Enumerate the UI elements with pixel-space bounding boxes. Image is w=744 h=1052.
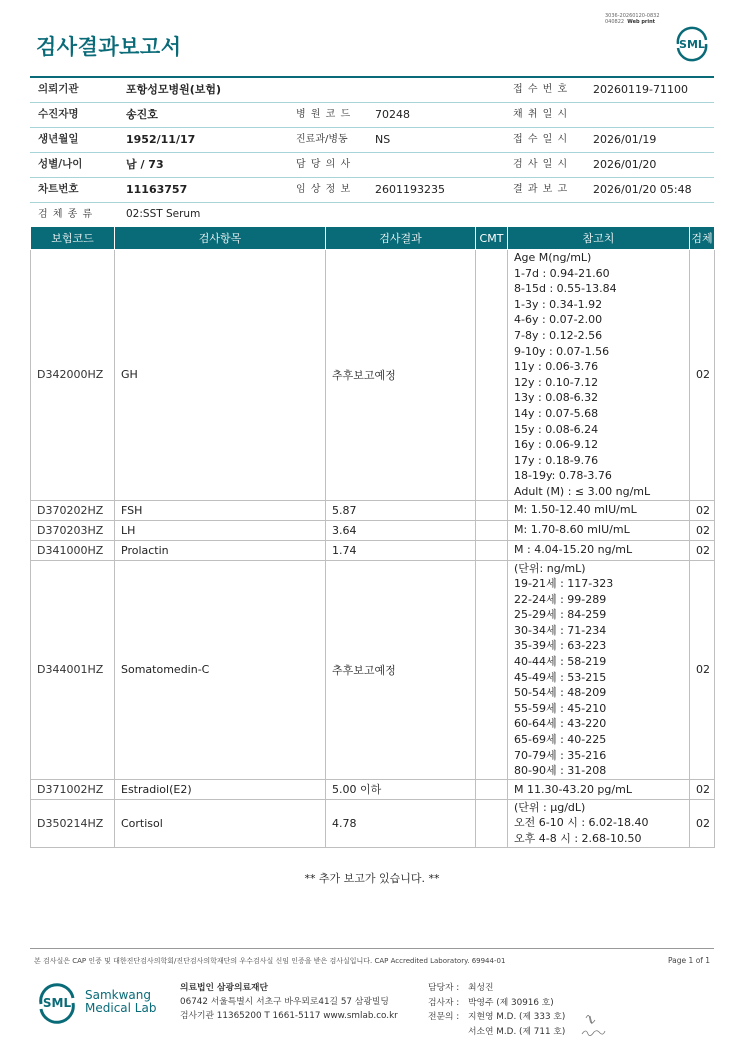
reference-range	[508, 520, 690, 540]
signature-icon	[578, 1010, 608, 1040]
reference-line: 30-34세 : 71-234	[514, 623, 607, 637]
col-header: CMT	[476, 227, 508, 250]
specimen-code: 02	[690, 560, 715, 779]
reference-line: 70-79세 : 35-216	[514, 748, 607, 762]
reference-line: 25-29세 : 84-259	[514, 608, 607, 622]
table-header	[31, 227, 715, 250]
test-item: LH	[115, 520, 326, 540]
col-header: 검사항목	[115, 227, 326, 250]
reference-line: Age M(ng/mL)	[514, 251, 592, 264]
results-table	[30, 226, 715, 848]
results-body	[31, 250, 715, 848]
info-row: 성별/나이 남 / 73 담 당 의 사 검 사 일 시 2026/01/20	[30, 153, 714, 178]
test-item: GH	[115, 250, 326, 501]
reference-line: 15y : 0.08-6.24	[514, 422, 599, 436]
specimen-code: 02	[690, 779, 715, 799]
reference-line: 80-90세 : 31-208	[514, 764, 607, 778]
comment-cell	[476, 799, 508, 847]
sml-logo-icon	[672, 26, 712, 62]
reference-line: 1-7d : 0.94-21.60	[514, 266, 610, 280]
reference-line: 19-21세 : 117-323	[514, 577, 614, 591]
reference-line: 1-3y : 0.34-1.92	[514, 297, 603, 311]
table-row	[31, 540, 715, 560]
insurance-code: D371002HZ	[31, 779, 115, 799]
info-row: 차트번호 11163757 임 상 정 보 2601193235 결 과 보 고 2026/01/20 05:48	[30, 178, 714, 203]
test-item: Somatomedin-C	[115, 560, 326, 779]
organization-info: 의료법인 삼광의료재단 06742 서울특별시 서초구 바우뫼로41길 57 삼광빌딩 검사기관 11365200 T 1661-5117 www.smlab.co.kr	[180, 983, 398, 1021]
table-row	[31, 520, 715, 540]
specimen-code: 02	[690, 520, 715, 540]
specimen-code: 02	[690, 500, 715, 520]
reference-line: 40-44세 : 58-219	[514, 655, 607, 669]
reference-range	[508, 560, 690, 779]
col-header: 보험코드	[31, 227, 115, 250]
reference-line: 17y : 0.18-9.76	[514, 453, 599, 467]
info-row: 생년월일 1952/11/17 진료과/병동 NS 접 수 일 시 2026/01/19	[30, 128, 714, 153]
insurance-code: D350214HZ	[31, 799, 115, 847]
reference-range	[508, 799, 690, 847]
table-row	[31, 250, 715, 501]
specimen-code: 02	[690, 540, 715, 560]
reference-line: 오후 4-8 시 : 2.68-10.50	[514, 832, 642, 845]
test-result: 3.64	[326, 520, 476, 540]
col-header: 검사결과	[326, 227, 476, 250]
reference-line: 13y : 0.08-6.32	[514, 391, 599, 405]
info-row: 검 체 종 류 02:SST Serum	[30, 203, 714, 228]
reference-line: 9-10y : 0.07-1.56	[514, 344, 610, 358]
reference-line: 14y : 0.07-5.68	[514, 406, 599, 420]
comment-cell	[476, 250, 508, 501]
insurance-code: D341000HZ	[31, 540, 115, 560]
specimen-code: 02	[690, 250, 715, 501]
svg-text:SML: SML	[42, 996, 72, 1010]
insurance-code: D370202HZ	[31, 500, 115, 520]
reference-line: M: 1.50-12.40 mIU/mL	[514, 503, 637, 517]
test-result: 5.87	[326, 500, 476, 520]
comment-cell	[476, 500, 508, 520]
table-row	[31, 560, 715, 779]
test-result: 4.78	[326, 799, 476, 847]
staff-list: 담당자 : 최성진 검사자 : 박영주 (제 30916 호) 전문의 : 지현영 M.D. (제 333 호) 서소연 M.D. (제 711 호)	[428, 983, 566, 1037]
document-id: 3036-20260120-0832 040822 Web print	[605, 13, 660, 25]
reference-line: 50-54세 : 48-209	[514, 686, 607, 700]
reference-line: 35-39세 : 63-223	[514, 639, 607, 653]
reference-range	[508, 500, 690, 520]
reference-range	[508, 540, 690, 560]
reference-range	[508, 779, 690, 799]
insurance-code: D344001HZ	[31, 560, 115, 779]
reference-line: M : 4.04-15.20 ng/mL	[514, 543, 633, 557]
col-header: 검체	[690, 227, 715, 250]
page-number: Page 1 of 1	[668, 956, 711, 965]
svg-text:SML: SML	[679, 38, 705, 51]
info-row: 의뢰기관 포항성모병원(보험) 접 수 번 호 20260119-71100	[30, 76, 714, 103]
specimen-code: 02	[690, 799, 715, 847]
test-item: Cortisol	[115, 799, 326, 847]
table-row	[31, 500, 715, 520]
patient-info	[30, 76, 714, 228]
reference-line: (단위: ng/mL)	[514, 561, 586, 575]
reference-line: 18-19y: 0.78-3.76	[514, 469, 612, 483]
test-result: 5.00 이하	[326, 779, 476, 799]
test-item: Estradiol(E2)	[115, 779, 326, 799]
comment-cell	[476, 520, 508, 540]
reference-line: 12y : 0.10-7.12	[514, 375, 599, 389]
reference-line: Adult (M) : ≤ 3.00 ng/mL	[514, 484, 651, 498]
reference-line: 55-59세 : 45-210	[514, 701, 607, 715]
reference-line: 오전 6-10 시 : 6.02-18.40	[514, 816, 649, 830]
page-title: 검사결과보고서	[36, 35, 182, 59]
reference-line: 7-8y : 0.12-2.56	[514, 328, 603, 342]
reference-line: M 11.30-43.20 pg/mL	[514, 782, 632, 796]
table-row	[31, 779, 715, 799]
col-header: 참고치	[508, 227, 690, 250]
comment-cell	[476, 560, 508, 779]
reference-line: 4-6y : 0.07-2.00	[514, 313, 603, 327]
reference-line: (단위 : μg/dL)	[514, 800, 586, 814]
brand-name: Samkwang Medical Lab	[85, 988, 157, 1015]
reference-line: 60-64세 : 43-220	[514, 717, 607, 731]
test-result: 추후보고예정	[326, 250, 476, 501]
insurance-code: D342000HZ	[31, 250, 115, 501]
test-item: FSH	[115, 500, 326, 520]
footer-divider	[30, 948, 714, 949]
comment-cell	[476, 540, 508, 560]
reference-line: M: 1.70-8.60 mIU/mL	[514, 523, 630, 537]
comment-cell	[476, 779, 508, 799]
table-row	[31, 799, 715, 847]
test-item: Prolactin	[115, 540, 326, 560]
info-row: 수진자명 송진호 병 원 코 드 70248 채 취 일 시	[30, 103, 714, 128]
additional-report-note: ** 추가 보고가 있습니다. **	[304, 872, 440, 885]
reference-line: 11y : 0.06-3.76	[514, 360, 599, 374]
reference-line: 45-49세 : 53-215	[514, 670, 607, 684]
sml-logo-icon	[36, 982, 78, 1024]
reference-range	[508, 250, 690, 501]
reference-line: 8-15d : 0.55-13.84	[514, 282, 617, 296]
test-result: 추후보고예정	[326, 560, 476, 779]
reference-line: 16y : 0.06-9.12	[514, 438, 599, 452]
certification-text: 본 검사실은 CAP 인증 및 대한진단검사의학회/진단검사의학재단의 우수검사실 신임 인증을 받은 검사실입니다. CAP Accredited Laboratory. 69944-01	[34, 957, 506, 965]
reference-line: 65-69세 : 40-225	[514, 733, 607, 747]
reference-line: 22-24세 : 99-289	[514, 592, 607, 606]
insurance-code: D370203HZ	[31, 520, 115, 540]
test-result: 1.74	[326, 540, 476, 560]
